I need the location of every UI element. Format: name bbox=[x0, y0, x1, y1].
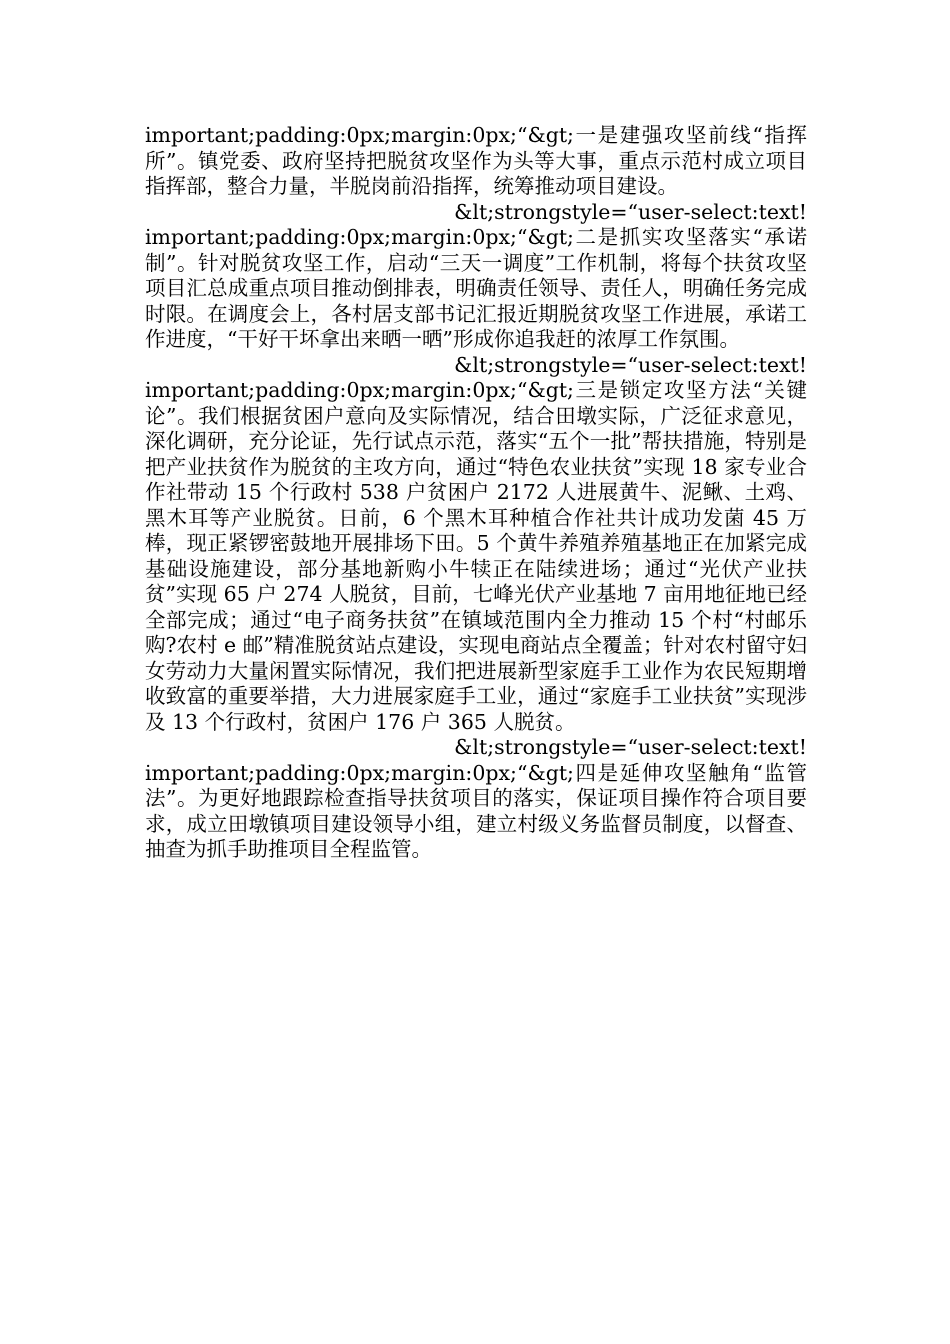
paragraph-3-lead: &lt;strongstyle=“user-select:text! bbox=[454, 352, 807, 377]
paragraph-4-text: important;padding:0px;margin:0px;“&gt;四是延伸攻坚触角“监管法”。为更好地跟踪检查指导扶贫项目的落实，保证项目操作符合项目要求，成立田墩镇项目建设领导小组，建立村级义务监督员制度，以督查、抽查为抓手助推项目全程监管。 bbox=[145, 760, 807, 861]
paragraph-4 bbox=[145, 735, 807, 863]
paragraph-3-text: important;padding:0px;margin:0px;“&gt;三是锁定攻坚方法“关键论”。我们根据贫困户意向及实际情况，结合田墩实际，广泛征求意见，深化调研，充分论证，先行试点示范，落实“五个一批”帮扶措施，特别是把产业扶贫作为脱贫的主攻方向，通过“特色农业扶贫”实现 18 家专业合作社带动 15 个行政村 538 户贫困户 2172 人进展黄牛、泥鳅、土鸡、黑木耳等产业脱贫。日前，6 个黑木耳种植合作社共计成功发菌 45 万棒，现正紧锣密鼓地开展排场下田。5 个黄牛养殖养殖基地正在加紧完成基础设施建设，部分基地新购小牛犊正在陆续进场；通过“光伏产业扶贫”实现 65 户 274 人脱贫，目前，七峰光伏产业基地 7 亩用地征地已经全部完成；通过“电子商务扶贫”在镇域范围内全力推动 15 个村“村邮乐购?农村 e 邮”精准脱贫站点建设，实现电商站点全覆盖；针对农村留守妇女劳动力大量闲置实际情况，我们把进展新型家庭手工业作为农民短期增收致富的重要举措，大力进展家庭手工业，通过“家庭手工业扶贫”实现涉及 13 个行政村，贫困户 176 户 365 人脱贫。 bbox=[145, 378, 807, 734]
paragraph-3 bbox=[145, 353, 807, 736]
article-body bbox=[145, 123, 807, 863]
paragraph-2-text: important;padding:0px;margin:0px;“&gt;二是抓实攻坚落实“承诺制”。针对脱贫攻坚工作，启动“三天一调度”工作机制，将每个扶贫攻坚项目汇总成重点项目推动倒排表，明确责任领导、责任人，明确任务完成时限。在调度会上，各村居支部书记汇报近期脱贫攻坚工作进展，承诺工作进度，“干好干坏拿出来晒一晒”形成你追我赶的浓厚工作氛围。 bbox=[145, 225, 807, 351]
paragraph-1-text: important;padding:0px;margin:0px;“&gt;一是建强攻坚前线“指挥所”。镇党委、政府坚持把脱贫攻坚作为头等大事，重点示范村成立项目指挥部，整合力量，半脱岗前沿指挥，统筹推动项目建设。 bbox=[145, 123, 807, 198]
paragraph-4-lead: &lt;strongstyle=“user-select:text! bbox=[454, 735, 807, 759]
paragraph-2-lead: &lt;strongstyle=“user-select:text! bbox=[454, 199, 807, 224]
paragraph-1 bbox=[145, 123, 807, 200]
paragraph-2 bbox=[145, 200, 807, 353]
